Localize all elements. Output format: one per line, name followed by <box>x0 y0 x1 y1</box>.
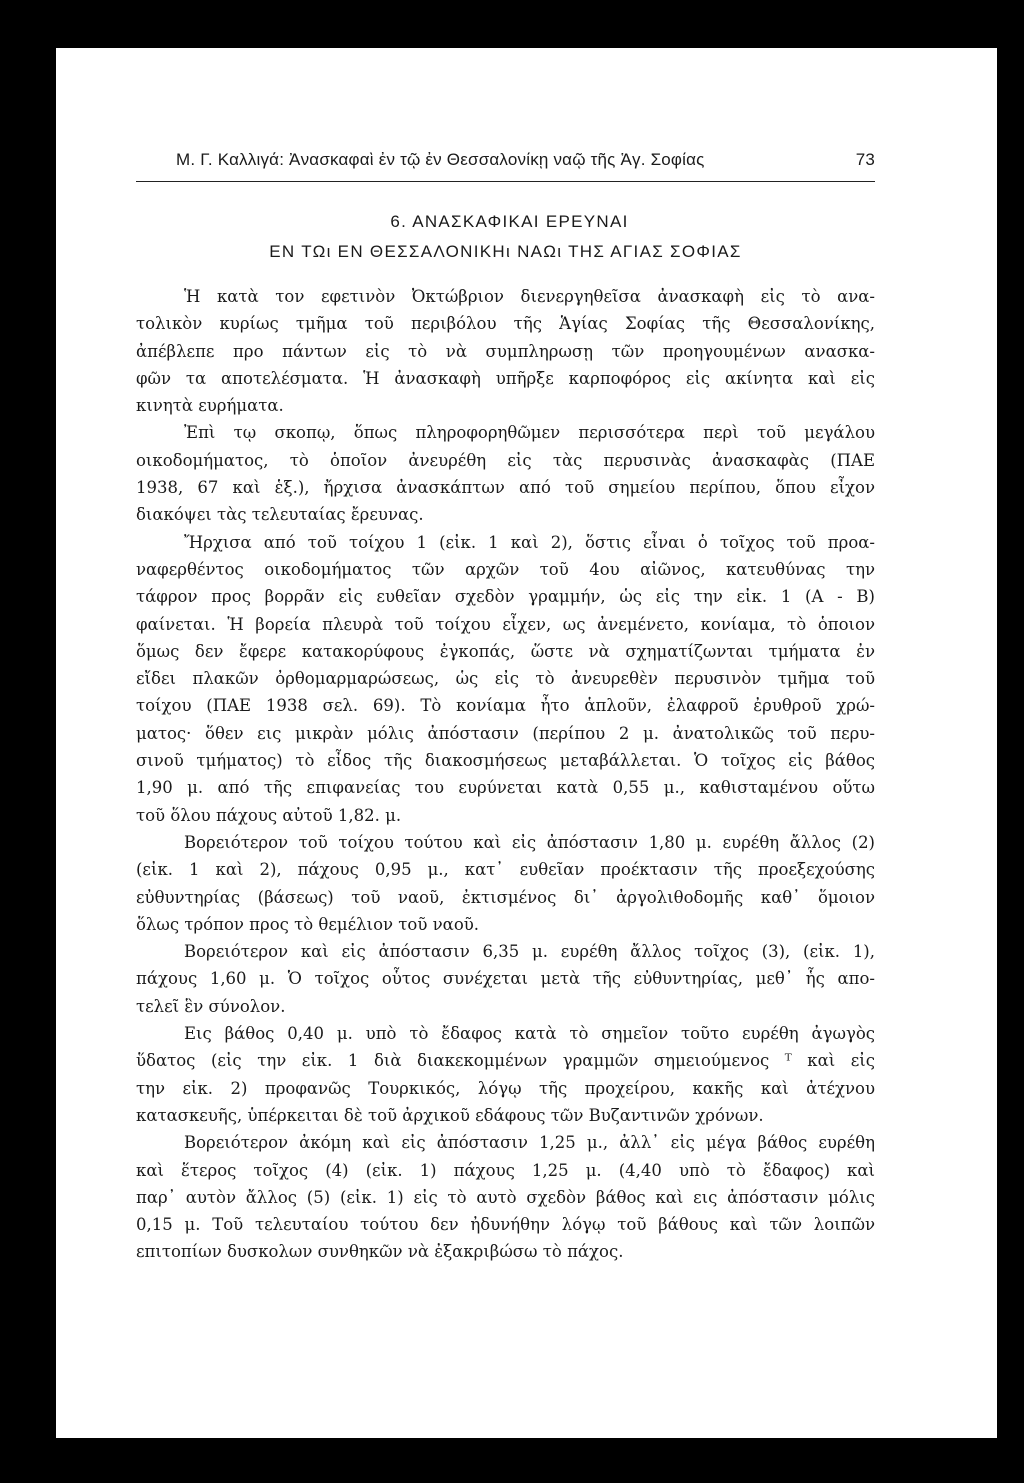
text-line: τολικὸν κυρίως τμῆμα τοῦ περιβόλου τῆς Ἁγίας Σοφίας τῆς Θεσσαλονίκης, <box>136 314 875 334</box>
text-line: ματος· ὅθεν εις μικρὰν μόλις ἀπόστασιν (περίπου 2 μ. ἀνατολικῶς τοῦ περυ- <box>136 723 875 743</box>
text-line: τελεῖ ἓν σύνολον. <box>136 996 286 1016</box>
text-line: κινητὰ ευρήματα. <box>136 396 284 416</box>
text-line: Ἡ κατὰ τον εφετινὸν Ὀκτώβριον διενεργηθεῖσα ἀνασκαφὴ εἰς τὸ ανα- <box>184 287 875 306</box>
text-line: ἀπέβλεπε προ πάντων εἰς τὸ νὰ συμπληρωσῃ τῶν προηγουμένων ανασκα- <box>136 341 875 361</box>
text-line: Βορειότερον ἀκόμη καὶ εἰς ἀπόστασιν 1,25 μ., ἀλλ᾽ εἰς μέγα βάθος ευρέθη <box>184 1133 875 1153</box>
section-subtitle: ΕΝ ΤΩι ΕΝ ΘΕΣΣΑΛΟΝΙΚΗι ΝΑΩι ΤΗΣ ΑΓΙΑΣ ΣΟΦΙΑΣ <box>269 242 742 261</box>
text-line: Βορειότερον τοῦ τοίχου τούτου καὶ εἰς ἀπόστασιν 1,80 μ. ευρέθη ἄλλος (2) <box>184 832 875 852</box>
text-line: ναφερθέντος οικοδομήματος τῶν αρχῶν τοῦ 4ου αἰῶνος, κατευθύνας την <box>136 559 875 579</box>
text-line: επιτοπίων δυσκολων συνθηκῶν νὰ ἐξακριβώσω τὸ πάχος. <box>136 1242 624 1262</box>
text-line: Ἤρχισα από τοῦ τοίχου 1 (εἰκ. 1 καὶ 2), ὅστις εἶναι ὁ τοῖχος τοῦ προα- <box>184 532 875 552</box>
text-line: Εις βάθος 0,40 μ. υπὸ τὸ ἔδαφος κατὰ τὸ σημεῖον τοῦτο ευρέθη ἀγωγὸς <box>184 1024 875 1044</box>
text-line: φῶν τα αποτελέσματα. Ἡ ἀνασκαφὴ υπῆρξε καρποφόρος εἰς ακίνητα καὶ εἰς <box>136 368 875 388</box>
text-line: φαίνεται. Ἡ βορεία πλευρὰ τοῦ τοίχου εἶχεν, ως ἀνεμένετο, κονίαμα, τὸ ὁποιον <box>136 614 875 634</box>
text-line: τάφρον προς βορρᾶν εἰς ευθεῖαν σχεδὸν γραμμήν, ὡς εἰς την εἰκ. 1 (Α - Β) <box>136 587 875 607</box>
text-line: οικοδομήματος, τὸ ὁποῖον ἀνευρέθη εἰς τὰς περυσινὰς ἀνασκαφὰς (ΠΑΕ <box>136 450 875 470</box>
text-line: Ἐπὶ τῳ σκοπῳ, ὅπως πληροφορηθῶμεν περισσότερα περὶ τοῦ μεγάλου <box>184 423 875 443</box>
text-line: 1938, 67 καὶ ἑξ.), ἤρχισα ἀνασκάπτων από τοῦ σημείου περίπου, ὅπου εἶχον <box>136 478 875 498</box>
running-head-title: Μ. Γ. Καλλιγά: Ἀνασκαφαὶ ἐν τῷ ἐν Θεσσαλονίκῃ ναῷ τῆς Ἁγ. Σοφίας <box>176 150 705 169</box>
text-line: 1,90 μ. από τῆς επιφανείας του ευρύνεται κατὰ 0,55 μ., καθισταμένου οὕτω <box>136 778 875 798</box>
text-line: τοίχου (ΠΑΕ 1938 σελ. 69). Τὸ κονίαμα ἦτο ἁπλοῦν, ἐλαφροῦ ἐρυθροῦ χρώ- <box>136 696 875 716</box>
text-line: σινοῦ τμήματος) τὸ εἶδος τῆς διακοσμήσεως μεταβάλλεται. Ὁ τοῖχος εἰς βάθος <box>136 751 875 771</box>
running-head <box>136 150 875 172</box>
text-line: τοῦ ὅλου πάχους αὐτοῦ 1,82. μ. <box>136 805 402 825</box>
text-line: ὕδατος (εἰς την εἰκ. 1 διὰ διακεκομμένων γραμμῶν σημειούμενος ᵀ καὶ εἰς <box>136 1051 875 1071</box>
text-line: 0,15 μ. Τοῦ τελευταίου τούτου δεν ἠδυνήθην λόγῳ τοῦ βάθους καὶ τῶν λοιπῶν <box>136 1215 875 1235</box>
text-line: παρ᾽ αυτὸν ἄλλος (5) (εἰκ. 1) εἰς τὸ αυτὸ σχεδὸν βάθος καὶ εις ἀπόστασιν μόλις <box>136 1187 875 1207</box>
text-line: Βορειότερον καὶ εἰς ἀπόστασιν 6,35 μ. ευρέθη ἄλλος τοῖχος (3), (εἰκ. 1), <box>184 942 875 962</box>
text-line: κατασκευῆς, ὑπέρκειται δὲ τοῦ ἀρχικοῦ εδάφους τῶν Βυζαντινῶν χρόνων. <box>136 1105 764 1125</box>
text-line: την εἰκ. 2) προφανῶς Τουρκικός, λόγῳ τῆς προχείρου, κακῆς καὶ ἀτέχνου <box>136 1078 875 1098</box>
text-line: (εἰκ. 1 καὶ 2), πάχους 0,95 μ., κατ᾽ ευθεῖαν προέκτασιν τῆς προεξεχούσης <box>136 860 875 880</box>
body-text <box>136 283 875 1266</box>
section-title: 6. ΑΝΑΣΚΑΦΙΚΑΙ ΕΡΕΥΝΑΙ <box>390 212 629 231</box>
text-line: διακόψει τὰς τελευταίας ἔρευνας. <box>136 505 424 525</box>
text-line: καὶ ἕτερος τοῖχος (4) (εἰκ. 1) πάχους 1,25 μ. (4,40 υπὸ τὸ ἔδαφος) καὶ <box>136 1160 875 1180</box>
text-line: εἴδει πλακῶν ὀρθομαρμαρώσεως, ὡς εἰς τὸ ἀνευρεθὲν περυσινὸν τμῆμα τοῦ <box>136 669 875 689</box>
page-number: 73 <box>855 150 875 169</box>
text-line: πάχους 1,60 μ. Ὁ τοῖχος οὗτος συνέχεται μετὰ τῆς εὐθυντηρίας, μεθ᾽ ἧς απο- <box>136 969 875 989</box>
text-line: ὅμως δεν ἔφερε κατακορύφους ἐγκοπάς, ὥστε νὰ σχηματίζωνται τμήματα ἐν <box>136 641 875 661</box>
header-rule <box>136 181 875 182</box>
text-line: ὅλως τρόπον προς τὸ θεμέλιον τοῦ ναοῦ. <box>136 914 480 934</box>
text-line: εὐθυντηρίας (βάσεως) τοῦ ναοῦ, ἐκτισμένος δι᾽ ἀργολιθοδομῆς καθ᾽ ὅμοιον <box>136 887 875 907</box>
